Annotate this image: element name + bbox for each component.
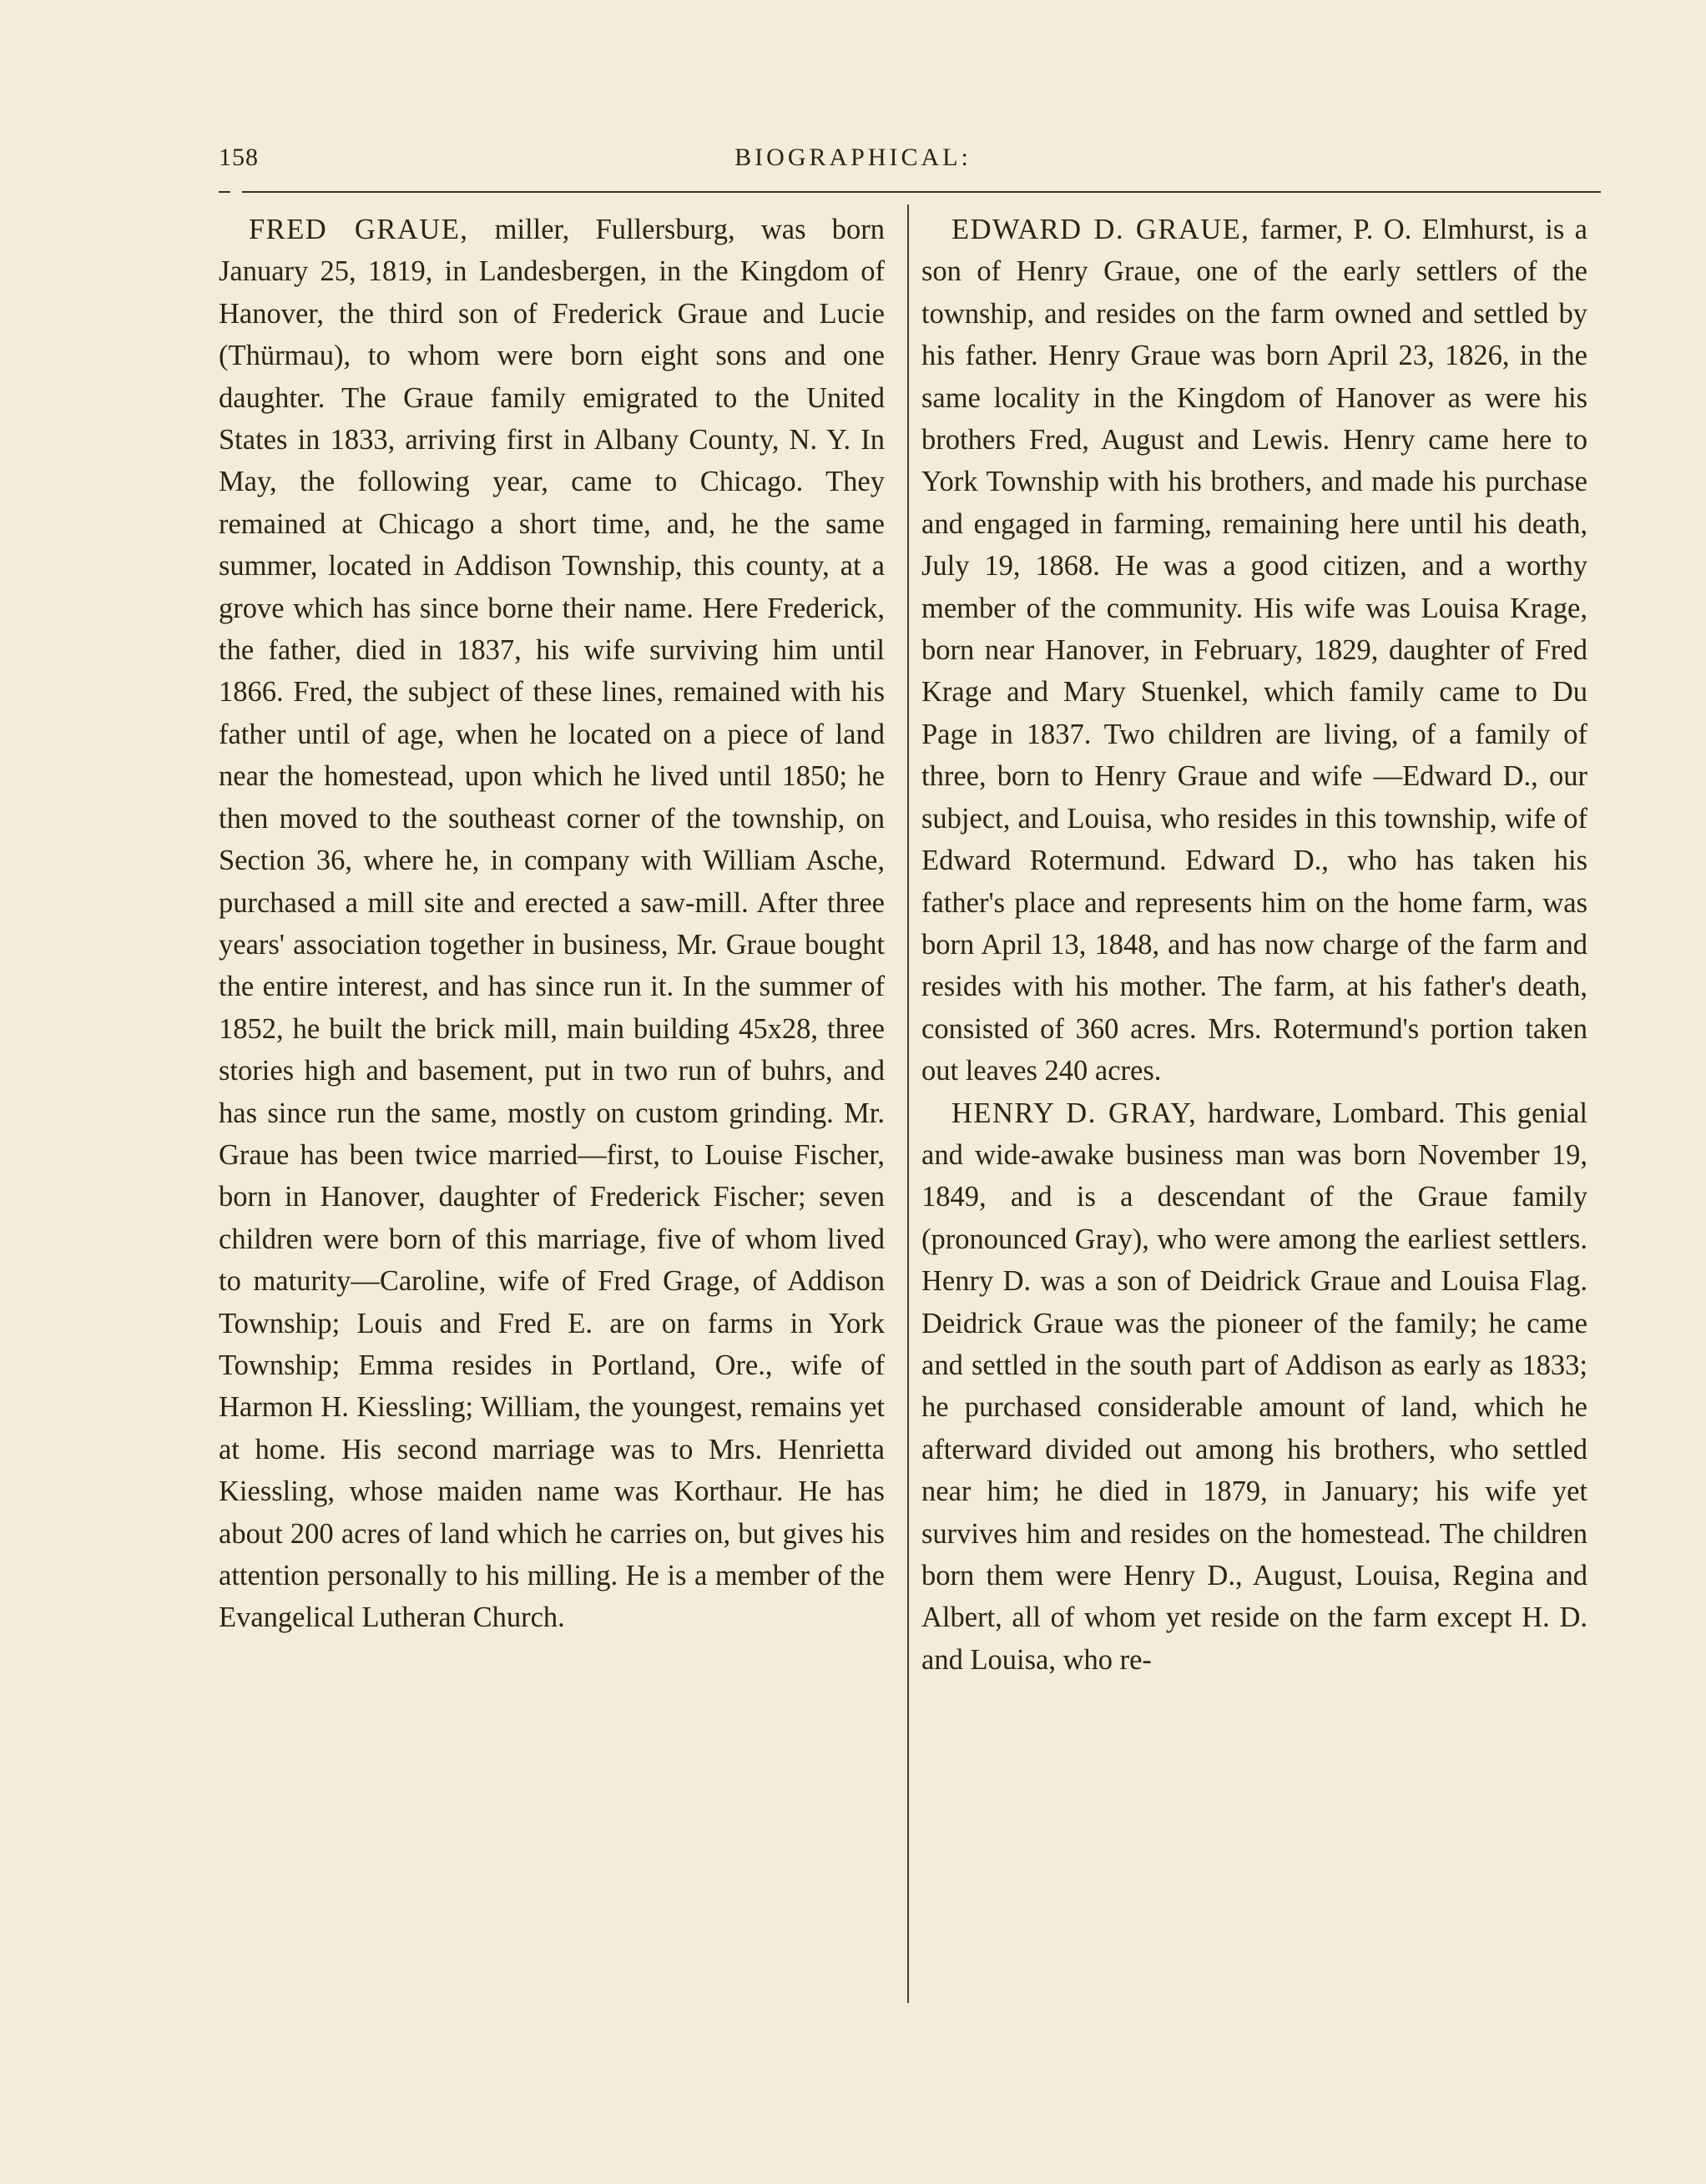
running-head: BIOGRAPHICAL: [734, 144, 972, 171]
header-tick [219, 191, 230, 193]
column-rule [907, 204, 909, 2003]
entry-body: miller, Fullersburg, was born January 25, 1819, in Landesbergen, in the Kingdom of Hanover, the third son of Frederick Graue and Lucie (Thürmau), to whom were born eight sons and one daughter. The Graue family emigrated to the United States in 1833, arriving first in Albany County, N. Y. In May, the following year, came to Chicago. They remained at Chicago a short time, and, he the same summer, located in Addison Township, this county, at a grove which has since borne their name. Here Frederick, the father, died in 1837, his wife surviving him until 1866. Fred, the subject of these lines, remained with his father until of age, when he located on a piece of land near the homestead, upon which he lived until 1850; he then moved to the southeast corner of the township, on Section 36, where he, in company with William Asche, purchased a mill site and erected a saw-mill. After three years' association together in business, Mr. Graue bought the entire interest, and has since run it. In the summer of 1852, he built the brick mill, main building 45x28, three stories high and basement, put in two run of buhrs, and has since run the same, mostly on custom grinding. Mr. Graue has been twice married—first, to Louise Fischer, born in Hanover, daughter of Frederick Fischer; seven children were born of this marriage, five of whom lived to maturity—Caroline, wife of Fred Grage, of Addison Township; Louis and Fred E. are on farms in York Township; Emma resides in Portland, Ore., wife of Harmon H. Kiessling; William, the youngest, remains yet at home. His second marriage was to Mrs. Henrietta Kiessling, whose maiden name was Korthaur. He has about 200 acres of land which he carries on, but gives his attention personally to his milling. He is a member of the Evangelical Lutheran Church. [219, 214, 885, 1634]
entry-body: hardware, Lombard. This genial and wide-awake business man was born November 19, 1849, and is a descendant of the Graue family (pronounced Gray), who were among the earliest settlers. Henry D. was a son of Deidrick Graue and Louisa Flag. Deidrick Graue was the pioneer of the family; he came and settled in the south part of Addison as early as 1833; he purchased considerable amount of land, which he afterward divided out among his brothers, who settled near him; he died in 1879, in January; his wife yet survives him and resides on the homestead. The children born them were Henry D., August, Louisa, Regina and Albert, all of whom yet reside on the farm except H. D. and Louisa, who re- [921, 1097, 1587, 1676]
entry-lead-name: EDWARD D. GRAUE, [951, 214, 1250, 245]
entry-lead-name: HENRY D. GRAY, [951, 1097, 1198, 1129]
entry-edward-d-graue [921, 209, 1587, 1092]
entry-body: farmer, P. O. Elmhurst, is a son of Henry Graue, one of the early settlers of the township, and resides on the farm owned and settled by his father. Henry Graue was born April 23, 1826, in the same locality in the Kingdom of Hanover as were his brothers Fred, August and Lewis. Henry came here to York Township with his brothers, and made his purchase and engaged in farming, remaining here until his death, July 19, 1868. He was a good citizen, and a worthy member of the community. His wife was Louisa Krage, born near Hanover, in February, 1829, daughter of Fred Krage and Mary Stuenkel, which family came to Du Page in 1837. Two children are living, of a family of three, born to Henry Graue and wife —Edward D., our subject, and Louisa, who resides in this township, wife of Edward Rotermund. Edward D., who has taken his father's place and represents him on the home farm, was born April 13, 1848, and has now charge of the farm and resides with his mother. The farm, at his father's death, consisted of 360 acres. Mrs. Rotermund's portion taken out leaves 240 acres. [921, 214, 1587, 1087]
left-column [219, 209, 885, 1639]
right-column [921, 209, 1587, 1681]
page-number: 158 [219, 144, 259, 171]
header-rule [242, 191, 1601, 193]
entry-lead-name: FRED GRAUE, [249, 214, 469, 245]
entry-fred-graue [219, 209, 885, 1639]
entry-henry-d-gray [921, 1092, 1587, 1682]
